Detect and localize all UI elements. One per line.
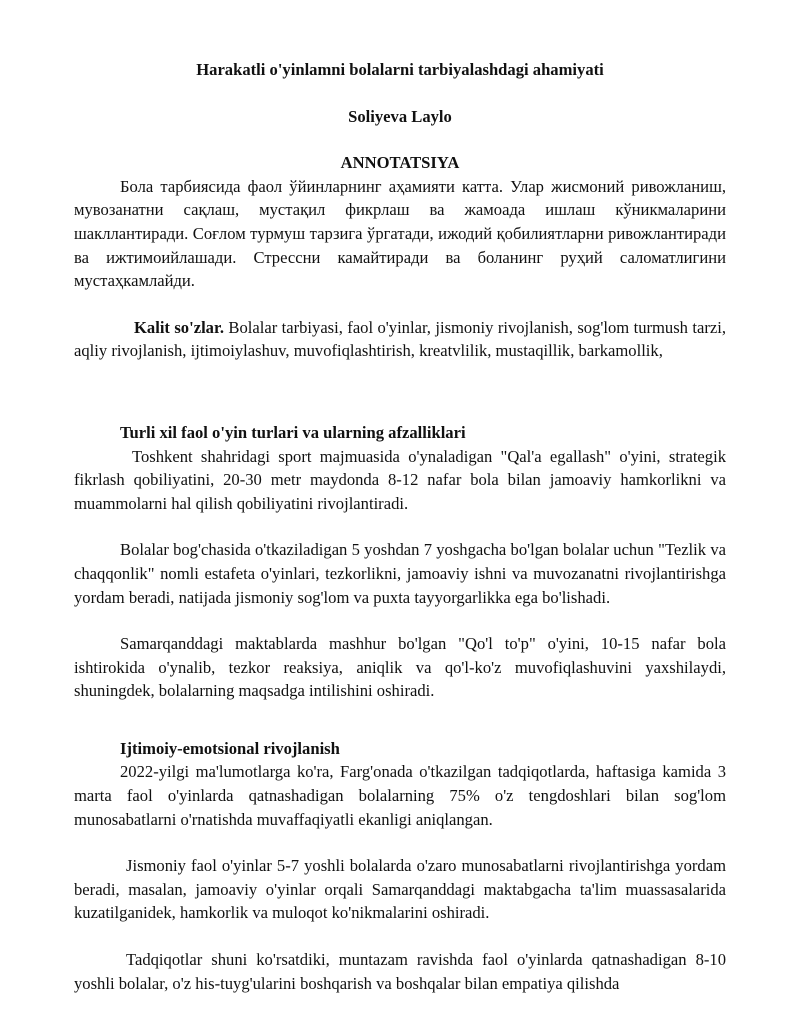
document-author: Soliyeva Laylo — [348, 106, 452, 126]
annotation-text: Бола тарбиясида фаол ўйинларнинг аҳамияти катта. Улар жисмоний ривожланиш, мувозанатни сақлаш, мустақил фикрлаш ва жамоада ишлаш кўникмаларини шакллантиради. Соғлом турмуш тарзига ўргатади, ижодий қобилиятларни ривожлантиради ва ижтимоийлашади. Стрессни камайтиради ва боланинг руҳий саломатлигини мустаҳкамлайди. — [74, 176, 726, 291]
keywords-text: Bolalar tarbiyasi, faol o'yinlar, jismoniy rivojlanish, sog'lom turmush tarzi, aqliy rivojlanish, ijtimoiylashuv, muvofiqlashtirish, kreatvlilik, mustaqillik, barkamollik, — [74, 317, 726, 361]
keywords-paragraph — [74, 316, 726, 363]
keywords-label: Kalit so'zlar. — [134, 317, 224, 337]
section2-paragraph-2: Jismoniy faol o'yinlar 5-7 yoshli bolalarda o'zaro munosabatlarni rivojlantirishga yordam beradi, masalan, jamoaviy o'yinlar orqali Samarqanddagi maktabgacha ta'lim muassasalarida kuzatilganidek, hamkorlik va muloqot ko'nikmalarini oshiradi. — [74, 856, 726, 923]
annotation-heading: ANNOTATSIYA — [340, 153, 460, 173]
section-heading-social-emotional: Ijtimoiy-emotsional rivojlanish — [120, 738, 340, 758]
section2-paragraph-1: 2022-yilgi ma'lumotlarga ko'ra, Farg'onada o'tkazilgan tadqiqotlarda, haftasiga kamida 3 marta faol o'yinlarda qatnashadigan bolalarning 75% o'z tengdoshlari bilan sog'lom munosabatlarni o'rnatishda muvaffaqiyatli ekanligi aniqlangan. — [74, 762, 726, 829]
section1-paragraph-3: Samarqanddagi maktablarda mashhur bo'lgan "Qo'l to'p" o'yini, 10-15 nafar bola ishtirokida o'ynalib, tezkor reaksiya, aniqlik va qo'l-ko'z muvofiqlashuvini yaxshilaydi, shuningdek, bolalarning maqsadga intilishini oshiradi. — [74, 634, 726, 701]
document-title: Harakatli o'yinlamni bolalarni tarbiyalashdagi ahamiyati — [196, 60, 604, 79]
section1-paragraph-1: Toshkent shahridagi sport majmuasida o'ynaladigan "Qal'a egallash" o'yini, strategik fikrlash qobiliyatini, 20-30 metr maydonda 8-12 nafar bola bilan jamoaviy hamkorlikni va muammolarni hal qilish qobiliyatini rivojlantiradi. — [74, 446, 726, 513]
section2-paragraph-3: Tadqiqotlar shuni ko'rsatdiki, muntazam ravishda faol o'yinlarda qatnashadigan 8-10 yoshli bolalar, o'z his-tuyg'ularini boshqarish va boshqalar bilan empatiya qilishda — [74, 950, 726, 993]
section1-paragraph-2: Bolalar bog'chasida o'tkaziladigan 5 yoshdan 7 yoshgacha bo'lgan bolalar uchun "Tezlik va chaqqonlik" nomli estafeta o'yinlari, tezkorlikni, jamoaviy ishni va muvozanatni rivojlantirishga yordam beradi, natijada jismoniy sog'lom va puxta tayyorgarlikka ega bo'lishadi. — [74, 540, 726, 607]
section-heading-game-types: Turli xil faol o'yin turlari va ularning afzalliklari — [120, 422, 466, 442]
document-page — [74, 58, 726, 995]
